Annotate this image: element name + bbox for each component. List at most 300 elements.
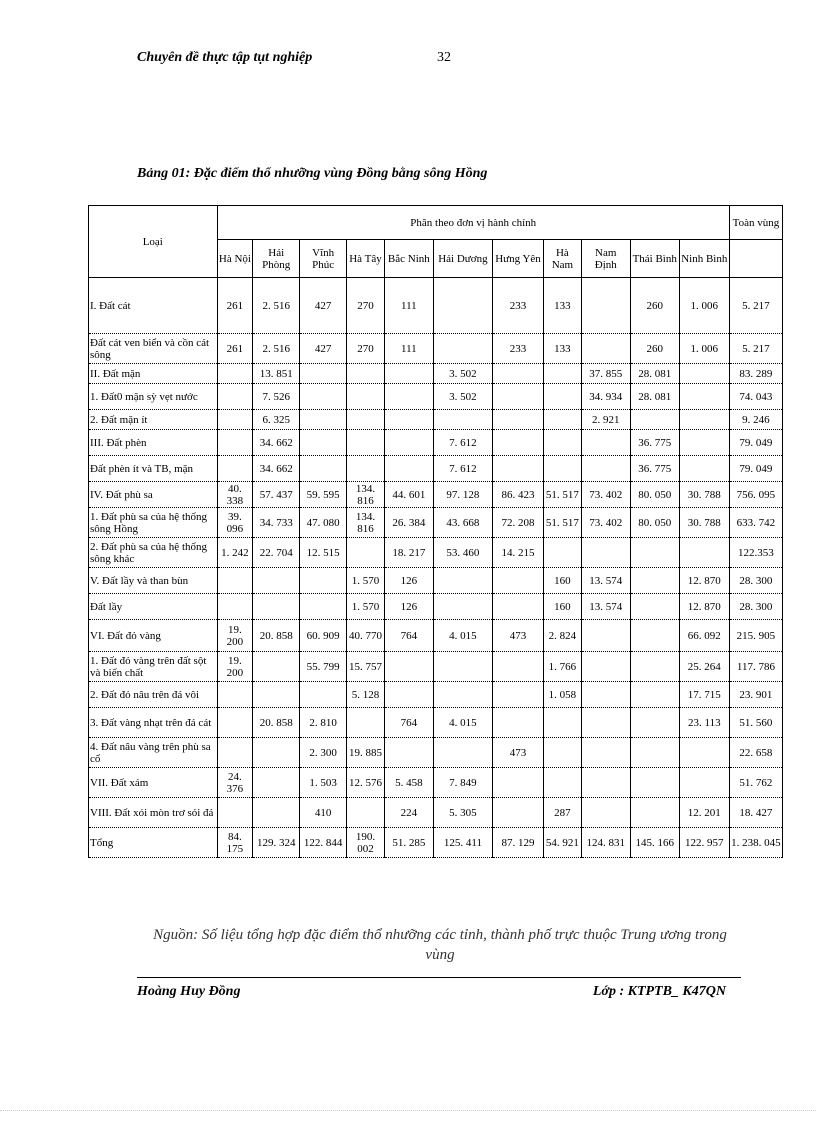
table-caption: Bảng 01: Đặc điểm thổ nhưỡng vùng Đồng bằng sông Hồng (137, 166, 488, 181)
table-row (89, 410, 783, 430)
table-cell: 12. 515 (300, 538, 347, 568)
row-label: IV. Đất phù sa (89, 482, 218, 508)
header-group: Phân theo đơn vị hành chính (217, 206, 729, 240)
table-cell (217, 410, 253, 430)
table-cell (217, 568, 253, 594)
table-cell: 233 (493, 278, 544, 334)
table-cell (433, 568, 492, 594)
table-cell: 80. 050 (630, 508, 679, 538)
table-cell: 111 (384, 278, 433, 334)
header-loai: Loại (89, 206, 218, 278)
page-edge (0, 1110, 816, 1111)
row-label: 3. Đất vàng nhạt trên đá cát (89, 708, 218, 738)
table-cell (581, 682, 630, 708)
table-cell: 83. 289 (729, 364, 782, 384)
table-row (89, 682, 783, 708)
table-cell: 1. 006 (679, 334, 729, 364)
table-cell: 30. 788 (679, 482, 729, 508)
table-cell: 24. 376 (217, 768, 253, 798)
table-cell (630, 798, 679, 828)
table-cell (630, 738, 679, 768)
table-cell: 87. 129 (493, 828, 544, 858)
table-cell: 270 (347, 334, 385, 364)
table-cell: 261 (217, 334, 253, 364)
table-row (89, 708, 783, 738)
table-cell: 43. 668 (433, 508, 492, 538)
table-cell (581, 456, 630, 482)
table-cell (217, 364, 253, 384)
row-label: I. Đất cát (89, 278, 218, 334)
table-cell: 17. 715 (679, 682, 729, 708)
table-cell: 47. 080 (300, 508, 347, 538)
table-cell (544, 738, 582, 768)
table-cell: 117. 786 (729, 652, 782, 682)
table-cell: 126 (384, 594, 433, 620)
table-cell: 51. 560 (729, 708, 782, 738)
table-cell (217, 708, 253, 738)
table-cell: 18. 427 (729, 798, 782, 828)
table-cell: 19. 200 (217, 620, 253, 652)
table-cell: 51. 517 (544, 508, 582, 538)
table-cell (679, 384, 729, 410)
table-cell: 473 (493, 620, 544, 652)
table-cell: 427 (300, 278, 347, 334)
table-cell (544, 456, 582, 482)
table-cell: 122.353 (729, 538, 782, 568)
table-cell: 26. 384 (384, 508, 433, 538)
table-cell (347, 798, 385, 828)
table-cell: 5. 217 (729, 278, 782, 334)
province-header: Hà Tây (347, 240, 385, 278)
table-cell: 5. 128 (347, 682, 385, 708)
table-row (89, 768, 783, 798)
table-cell (300, 682, 347, 708)
table-row (89, 652, 783, 682)
table-cell: 2. 516 (253, 334, 300, 364)
table-cell: 79. 049 (729, 430, 782, 456)
table-cell (630, 620, 679, 652)
table-cell (253, 568, 300, 594)
table-cell (630, 682, 679, 708)
table-cell: 53. 460 (433, 538, 492, 568)
table-cell: 28. 300 (729, 594, 782, 620)
table-row (89, 798, 783, 828)
row-label: 2. Đất phù sa của hệ thống sông khác (89, 538, 218, 568)
table-row (89, 482, 783, 508)
page-number: 32 (437, 50, 451, 65)
table-cell: 40. 770 (347, 620, 385, 652)
table-cell: 1. 570 (347, 568, 385, 594)
table-cell: 73. 402 (581, 482, 630, 508)
table-cell: 97. 128 (433, 482, 492, 508)
table-cell: 51. 762 (729, 768, 782, 798)
table-cell: 215. 905 (729, 620, 782, 652)
table-cell (253, 652, 300, 682)
table-cell (544, 768, 582, 798)
table-cell: 133 (544, 278, 582, 334)
table-cell (544, 384, 582, 410)
table-cell (493, 384, 544, 410)
table-cell (347, 708, 385, 738)
table-cell (581, 430, 630, 456)
province-header: Hải Dương (433, 240, 492, 278)
table-cell: 23. 113 (679, 708, 729, 738)
table-cell: 34. 662 (253, 430, 300, 456)
table-cell (384, 682, 433, 708)
row-label: V. Đất lầy và than bùn (89, 568, 218, 594)
row-label: VI. Đất đỏ vàng (89, 620, 218, 652)
table-cell: 111 (384, 334, 433, 364)
table-cell (433, 594, 492, 620)
table-cell: 59. 595 (300, 482, 347, 508)
row-label: Tổng (89, 828, 218, 858)
table-cell: 40. 338 (217, 482, 253, 508)
table-cell (679, 738, 729, 768)
table-cell: 51. 517 (544, 482, 582, 508)
table-cell: 1. 570 (347, 594, 385, 620)
table-cell (433, 682, 492, 708)
table-cell: 54. 921 (544, 828, 582, 858)
table-cell (253, 738, 300, 768)
row-label: 4. Đất nâu vàng trên phù sa cổ (89, 738, 218, 768)
table-cell (630, 594, 679, 620)
row-label: Đất cát ven biển và cồn cát sông (89, 334, 218, 364)
table-cell (581, 538, 630, 568)
table-cell (544, 430, 582, 456)
table-cell: 473 (493, 738, 544, 768)
table-row (89, 594, 783, 620)
table-cell: 12. 201 (679, 798, 729, 828)
table-cell (253, 682, 300, 708)
row-label: III. Đất phèn (89, 430, 218, 456)
table-cell: 15. 757 (347, 652, 385, 682)
table-cell (384, 652, 433, 682)
table-cell (347, 456, 385, 482)
table-cell: 7. 849 (433, 768, 492, 798)
table-cell: 51. 285 (384, 828, 433, 858)
header-total: Toàn vùng (729, 206, 782, 240)
table-cell: 4. 015 (433, 620, 492, 652)
table-cell (493, 798, 544, 828)
province-header: Hà Nam (544, 240, 582, 278)
table-cell: 122. 957 (679, 828, 729, 858)
table-cell: 19. 200 (217, 652, 253, 682)
table-cell: 39. 096 (217, 508, 253, 538)
province-header: Bắc Ninh (384, 240, 433, 278)
table-cell: 5. 305 (433, 798, 492, 828)
province-header: Vĩnh Phúc (300, 240, 347, 278)
row-label: 1. Đất đỏ vàng trên đất sột và biến chất (89, 652, 218, 682)
table-cell (217, 594, 253, 620)
table-cell (300, 456, 347, 482)
table-cell: 1. 238. 045 (729, 828, 782, 858)
table-cell (493, 430, 544, 456)
table-cell: 30. 788 (679, 508, 729, 538)
table-cell (384, 738, 433, 768)
table-cell: 1. 058 (544, 682, 582, 708)
table-cell: 756. 095 (729, 482, 782, 508)
table-cell: 20. 858 (253, 708, 300, 738)
table-cell (493, 456, 544, 482)
table-row (89, 828, 783, 858)
table-cell: 72. 208 (493, 508, 544, 538)
table-cell (581, 652, 630, 682)
table-cell: 1. 006 (679, 278, 729, 334)
table-cell: 133 (544, 334, 582, 364)
table-cell: 134. 816 (347, 508, 385, 538)
row-label: 2. Đất mặn ít (89, 410, 218, 430)
table-cell: 2. 824 (544, 620, 582, 652)
table-cell (679, 456, 729, 482)
table-cell: 12. 870 (679, 568, 729, 594)
table-cell: 19. 885 (347, 738, 385, 768)
table-cell: 261 (217, 278, 253, 334)
table-cell: 4. 015 (433, 708, 492, 738)
table-cell (217, 384, 253, 410)
table-cell: 270 (347, 278, 385, 334)
table-cell: 44. 601 (384, 482, 433, 508)
table-cell (384, 456, 433, 482)
table-cell: 134. 816 (347, 482, 385, 508)
source-note: Nguồn: Số liệu tổng hợp đặc điểm thổ nhưỡng các tỉnh, thành phố trực thuộc Trung ương trong vùng (153, 927, 727, 963)
table-cell (300, 568, 347, 594)
table-cell (217, 798, 253, 828)
table-cell: 18. 217 (384, 538, 433, 568)
table-cell (347, 410, 385, 430)
table-cell: 34. 733 (253, 508, 300, 538)
table-cell (679, 364, 729, 384)
table-cell: 25. 264 (679, 652, 729, 682)
table-cell (253, 798, 300, 828)
table-cell (300, 384, 347, 410)
table-cell: 260 (630, 334, 679, 364)
province-header: Thái Bình (630, 240, 679, 278)
table-cell: 160 (544, 594, 582, 620)
table-cell (581, 798, 630, 828)
table-cell: 12. 576 (347, 768, 385, 798)
footer-author: Hoàng Huy Đồng (137, 984, 241, 999)
province-header: Hà Nội (217, 240, 253, 278)
table-cell: 3. 502 (433, 364, 492, 384)
table-cell (544, 410, 582, 430)
table-cell: 73. 402 (581, 508, 630, 538)
table-cell (493, 652, 544, 682)
table-cell (300, 594, 347, 620)
table-cell: 287 (544, 798, 582, 828)
table-cell: 28. 081 (630, 384, 679, 410)
province-header: Ninh Bình (679, 240, 729, 278)
table-row (89, 568, 783, 594)
table-cell: 37. 855 (581, 364, 630, 384)
province-header: Nam Định (581, 240, 630, 278)
table-row (89, 738, 783, 768)
table-cell: 66. 092 (679, 620, 729, 652)
table-cell: 224 (384, 798, 433, 828)
table-cell: 125. 411 (433, 828, 492, 858)
table-cell (493, 594, 544, 620)
row-label: II. Đất mặn (89, 364, 218, 384)
table-cell: 2. 516 (253, 278, 300, 334)
table-row (89, 278, 783, 334)
table-cell (493, 708, 544, 738)
table-cell: 7. 526 (253, 384, 300, 410)
table-cell: 74. 043 (729, 384, 782, 410)
table-cell: 79. 049 (729, 456, 782, 482)
table-cell: 160 (544, 568, 582, 594)
table-cell (217, 682, 253, 708)
table-cell: 5. 217 (729, 334, 782, 364)
table-cell (300, 410, 347, 430)
table-cell: 7. 612 (433, 430, 492, 456)
table-cell (384, 384, 433, 410)
table-cell (433, 410, 492, 430)
table-cell: 34. 662 (253, 456, 300, 482)
table-cell (347, 430, 385, 456)
table-cell: 410 (300, 798, 347, 828)
table-cell (433, 334, 492, 364)
table-cell (630, 568, 679, 594)
table-cell (253, 594, 300, 620)
table-cell: 12. 870 (679, 594, 729, 620)
table-cell: 7. 612 (433, 456, 492, 482)
row-label: 1. Đất phù sa của hệ thống sông Hồng (89, 508, 218, 538)
table-cell: 28. 300 (729, 568, 782, 594)
row-label: Đất phèn ít và TB, mặn (89, 456, 218, 482)
table-cell: 80. 050 (630, 482, 679, 508)
table-cell: 22. 704 (253, 538, 300, 568)
table-cell (493, 768, 544, 798)
table-cell: 57. 437 (253, 482, 300, 508)
table-cell (679, 410, 729, 430)
table-cell (384, 364, 433, 384)
table-cell: 1. 766 (544, 652, 582, 682)
table-cell (347, 538, 385, 568)
table-cell (217, 430, 253, 456)
row-label: VIII. Đất xói mòn trơ sỏi đá (89, 798, 218, 828)
table-cell (581, 278, 630, 334)
table-cell (384, 410, 433, 430)
table-cell: 34. 934 (581, 384, 630, 410)
table-cell: 2. 810 (300, 708, 347, 738)
table-cell: 764 (384, 708, 433, 738)
table-cell: 84. 175 (217, 828, 253, 858)
table-cell (384, 430, 433, 456)
table-cell: 122. 844 (300, 828, 347, 858)
table-cell: 124. 831 (581, 828, 630, 858)
table-cell (300, 364, 347, 384)
province-header-total-blank (729, 240, 782, 278)
province-header: Hải Phòng (253, 240, 300, 278)
table-cell: 126 (384, 568, 433, 594)
table-cell (679, 430, 729, 456)
table-cell: 129. 324 (253, 828, 300, 858)
table-cell (679, 538, 729, 568)
table-cell (581, 768, 630, 798)
table-row (89, 456, 783, 482)
table-cell: 28. 081 (630, 364, 679, 384)
table-cell: 5. 458 (384, 768, 433, 798)
table-cell: 86. 423 (493, 482, 544, 508)
table-cell: 22. 658 (729, 738, 782, 768)
table-cell (347, 384, 385, 410)
table-cell: 3. 502 (433, 384, 492, 410)
row-label: 1. Đất0 mặn sỳ vẹt nước (89, 384, 218, 410)
table-cell: 633. 742 (729, 508, 782, 538)
row-label: VII. Đất xám (89, 768, 218, 798)
table-cell (300, 430, 347, 456)
table-cell (493, 410, 544, 430)
table-cell (581, 738, 630, 768)
soil-table (88, 205, 783, 858)
table-cell (630, 768, 679, 798)
table-row (89, 430, 783, 456)
table-cell: 233 (493, 334, 544, 364)
table-cell: 13. 574 (581, 568, 630, 594)
table-cell (630, 410, 679, 430)
table-cell (544, 538, 582, 568)
table-row (89, 620, 783, 652)
table-row (89, 508, 783, 538)
table-cell: 20. 858 (253, 620, 300, 652)
table-cell (253, 768, 300, 798)
table-cell: 145. 166 (630, 828, 679, 858)
table-row (89, 384, 783, 410)
table-row (89, 364, 783, 384)
table-cell: 23. 901 (729, 682, 782, 708)
table-cell (630, 538, 679, 568)
table-cell: 60. 909 (300, 620, 347, 652)
table-cell (433, 652, 492, 682)
table-cell (544, 708, 582, 738)
table-cell: 190. 002 (347, 828, 385, 858)
table-body (89, 278, 783, 858)
table-row (89, 334, 783, 364)
table-cell (493, 682, 544, 708)
table-cell (347, 364, 385, 384)
table-cell (581, 334, 630, 364)
table-cell (544, 364, 582, 384)
table-cell: 1. 503 (300, 768, 347, 798)
table-cell: 2. 921 (581, 410, 630, 430)
footer-class: Lớp : KTPTB_ K47QN (592, 984, 726, 999)
row-label: 2. Đất đỏ nâu trên đá vôi (89, 682, 218, 708)
table-cell: 427 (300, 334, 347, 364)
table-cell (679, 768, 729, 798)
table-cell (630, 708, 679, 738)
table-cell: 36. 775 (630, 430, 679, 456)
province-header: Hưng Yên (493, 240, 544, 278)
table-cell (433, 278, 492, 334)
table-cell (581, 708, 630, 738)
table-cell: 36. 775 (630, 456, 679, 482)
table-cell: 14. 215 (493, 538, 544, 568)
table-cell (493, 568, 544, 594)
table-cell: 260 (630, 278, 679, 334)
footer-rule (137, 977, 741, 978)
table-cell: 2. 300 (300, 738, 347, 768)
table-cell: 6. 325 (253, 410, 300, 430)
table-cell: 13. 851 (253, 364, 300, 384)
table-cell: 55. 799 (300, 652, 347, 682)
table-cell (217, 738, 253, 768)
table-cell: 764 (384, 620, 433, 652)
table-row (89, 538, 783, 568)
table-cell: 9. 246 (729, 410, 782, 430)
table-cell (630, 652, 679, 682)
table-cell: 1. 242 (217, 538, 253, 568)
running-header-title: Chuyên đề thực tập tụt nghiệp (137, 50, 313, 65)
table-cell (581, 620, 630, 652)
